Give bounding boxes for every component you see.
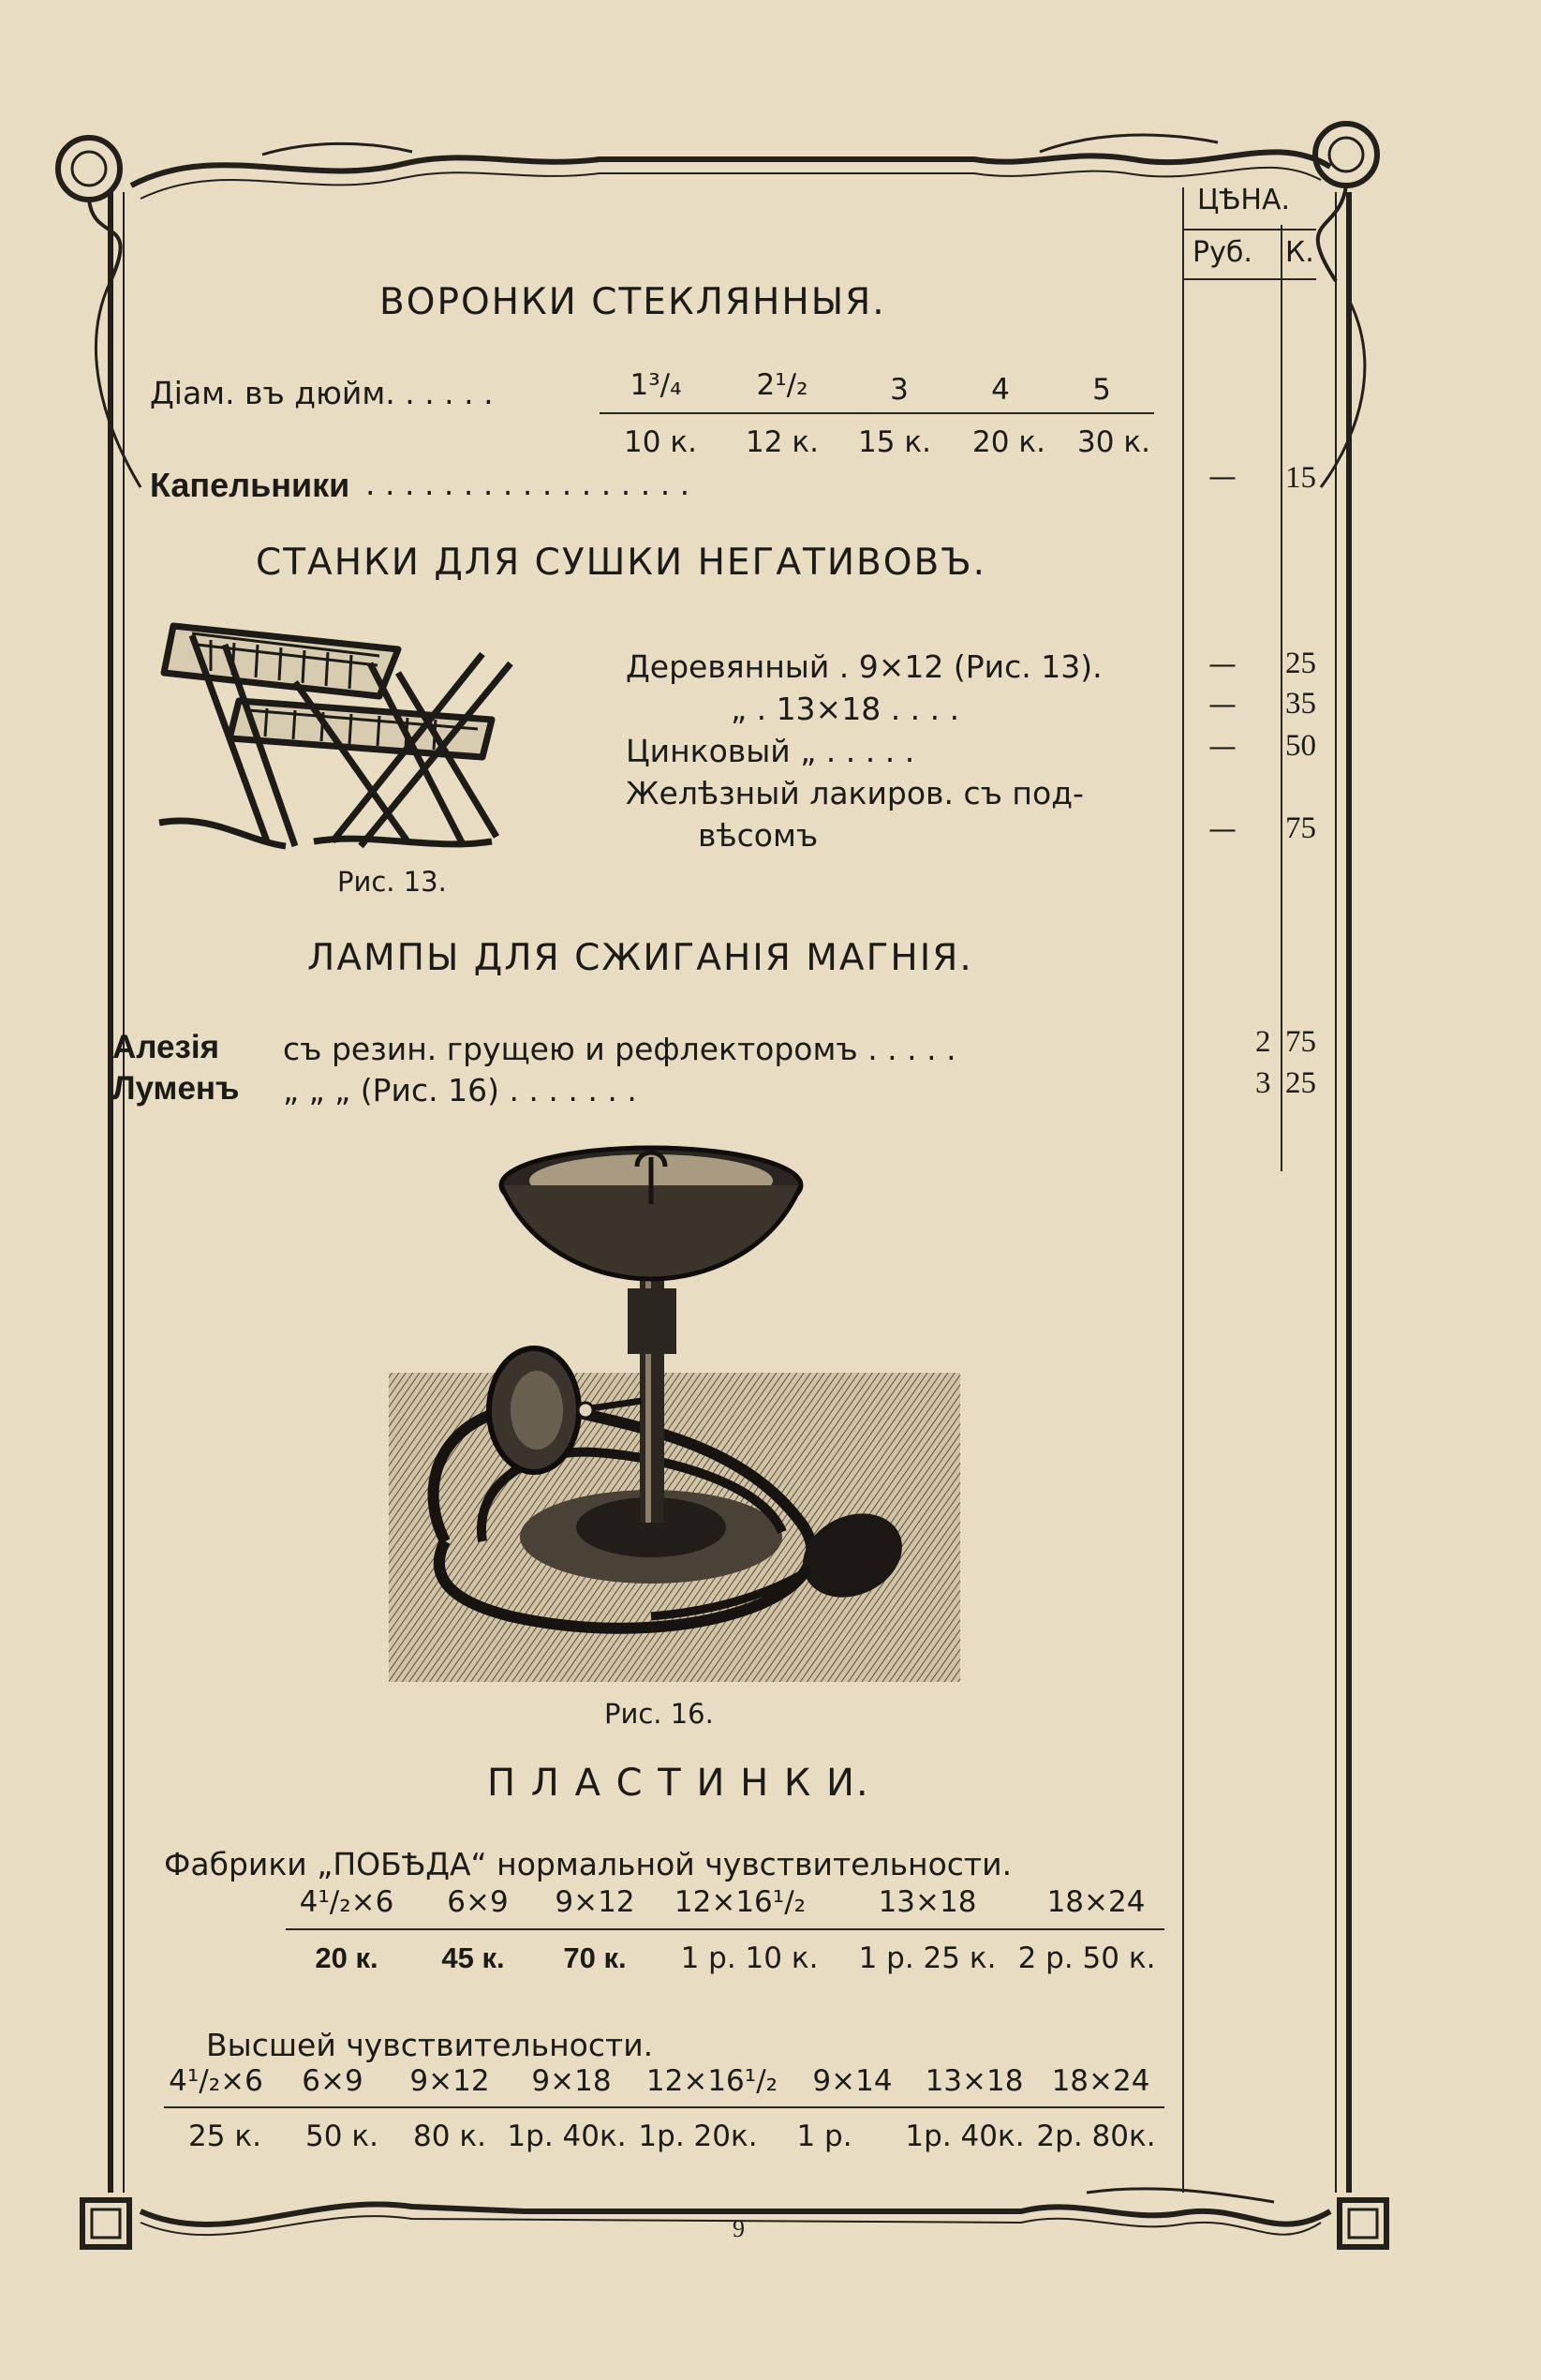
plate-price: 1р. 20к. — [638, 2120, 758, 2153]
plate-price: 1р. 40к. — [507, 2120, 627, 2153]
page-number: 9 — [733, 2215, 745, 2242]
plate-price: 70 к. — [563, 1941, 627, 1974]
magnesium-lamp-illustration — [370, 1129, 979, 1691]
price-column-title: ЦѢНА. — [1197, 184, 1291, 216]
figure-13-caption: Рис. 13. — [337, 866, 447, 898]
rack-item-name: Цинковый „ . . . . . — [626, 733, 915, 769]
plate-size: 13×18 — [925, 2064, 1024, 2098]
rack-item-name: Деревянный . 9×12 (Рис. 13). — [626, 648, 1103, 685]
plate-price: 1р. 40к. — [905, 2120, 1025, 2153]
high-sensitivity-heading: Высшей чувствительности. — [206, 2027, 654, 2063]
plate-price: 1 р. — [796, 2120, 852, 2153]
funnel-size: 5 — [1092, 373, 1111, 407]
funnels-diameter-label: Діам. въ дюйм. . . . . . — [150, 375, 494, 411]
plate-size: 6×9 — [302, 2064, 363, 2098]
plate-size: 13×18 — [878, 1885, 977, 1919]
funnel-price: 30 к. — [1077, 425, 1150, 459]
plate-size: 9×12 — [409, 2064, 490, 2098]
lamp-item-rubles: 2 — [1255, 1025, 1271, 1059]
funnel-price: 20 к. — [972, 425, 1045, 459]
kopeks-column-header: К. — [1285, 236, 1314, 269]
lamp-item-name: Алезія — [112, 1029, 220, 1065]
rubles-column-header: Руб. — [1193, 236, 1252, 269]
pobeda-plates-heading: Фабрики „ПОБѢДА“ нормальной чувствительности. — [164, 1846, 1013, 1882]
figure-16-caption: Рис. 16. — [604, 1698, 714, 1730]
plate-size: 18×24 — [1046, 1885, 1146, 1919]
funnel-price: 15 к. — [858, 425, 931, 459]
rack-item-rubles: — — [1208, 689, 1237, 721]
droppers-rubles: — — [1208, 461, 1237, 494]
plate-price: 1 р. 25 к. — [858, 1941, 997, 1975]
plate-size: 6×9 — [447, 1885, 509, 1919]
rack-item-kopeks: 50 — [1285, 729, 1316, 763]
plate-size: 9×14 — [812, 2064, 893, 2098]
plate-size: 12×16¹/₂ — [645, 2064, 778, 2098]
rack-item-kopeks: 25 — [1285, 647, 1316, 680]
plates-section-title: П Л А С Т И Н К И. — [487, 1762, 870, 1805]
rack-item-kopeks: 75 — [1285, 811, 1316, 845]
funnels-rule — [600, 412, 1154, 414]
plate-price: 20 к. — [315, 1941, 378, 1974]
rack-item-rubles: — — [1208, 813, 1237, 846]
droppers-kopeks: 15 — [1285, 461, 1316, 495]
rack-item-kopeks: 35 — [1285, 687, 1316, 721]
plate-price: 1 р. 10 к. — [680, 1941, 819, 1975]
droppers-label: Капельники — [150, 466, 350, 504]
funnels-section-title: ВОРОНКИ СТЕКЛЯННЫЯ. — [379, 281, 886, 323]
funnel-size: 4 — [991, 373, 1010, 407]
lamp-item-description: „ „ „ (Рис. 16) . . . . . . . — [283, 1072, 637, 1108]
plate-price: 2р. 80к. — [1036, 2120, 1156, 2153]
droppers-dot-leader: . . . . . . . . . . . . . . . . . — [365, 466, 690, 502]
plate-size: 9×12 — [555, 1885, 635, 1919]
normal-plates-rule — [286, 1928, 1164, 1930]
funnel-size: 2¹/₂ — [756, 368, 808, 402]
plate-size: 18×24 — [1051, 2064, 1150, 2098]
plate-size: 12×16¹/₂ — [674, 1885, 807, 1919]
plate-price: 45 к. — [441, 1941, 505, 1974]
funnel-size: 3 — [890, 373, 909, 407]
lamp-item-description: съ резин. грущею и рефлекторомъ . . . . . — [283, 1031, 956, 1067]
plate-size: 4¹/₂×6 — [169, 2064, 263, 2098]
lamp-item-rubles: 3 — [1255, 1066, 1271, 1100]
plate-price: 50 к. — [305, 2120, 378, 2153]
rack-item-name: вѣсомъ — [698, 817, 819, 854]
rack-item-name: „ . 13×18 . . . . — [731, 691, 960, 727]
lamp-item-name: Луменъ — [112, 1070, 240, 1107]
high-plates-rule — [164, 2106, 1164, 2108]
rack-item-name: Желѣзный лакиров. съ под- — [626, 775, 1084, 811]
plate-size: 4¹/₂×6 — [299, 1885, 394, 1919]
plate-size: 9×18 — [531, 2064, 612, 2098]
lamps-section-title: ЛАМПЫ ДЛЯ СЖИГАНІЯ МАГНІЯ. — [307, 937, 973, 979]
funnel-price: 12 к. — [746, 425, 819, 459]
rack-item-rubles: — — [1208, 648, 1237, 681]
plate-price: 80 к. — [413, 2120, 486, 2153]
funnel-price: 10 к. — [624, 425, 697, 459]
rack-item-rubles: — — [1208, 731, 1237, 764]
plate-price: 2 р. 50 к. — [1017, 1941, 1156, 1975]
plate-price: 25 к. — [188, 2120, 261, 2153]
lamp-item-kopeks: 75 — [1285, 1025, 1316, 1059]
racks-section-title: СТАНКИ ДЛЯ СУШКИ НЕГАТИВОВЪ. — [256, 542, 987, 584]
lamp-item-kopeks: 25 — [1285, 1066, 1316, 1100]
funnel-size: 1³/₄ — [630, 368, 682, 402]
drying-rack-illustration — [155, 607, 576, 860]
